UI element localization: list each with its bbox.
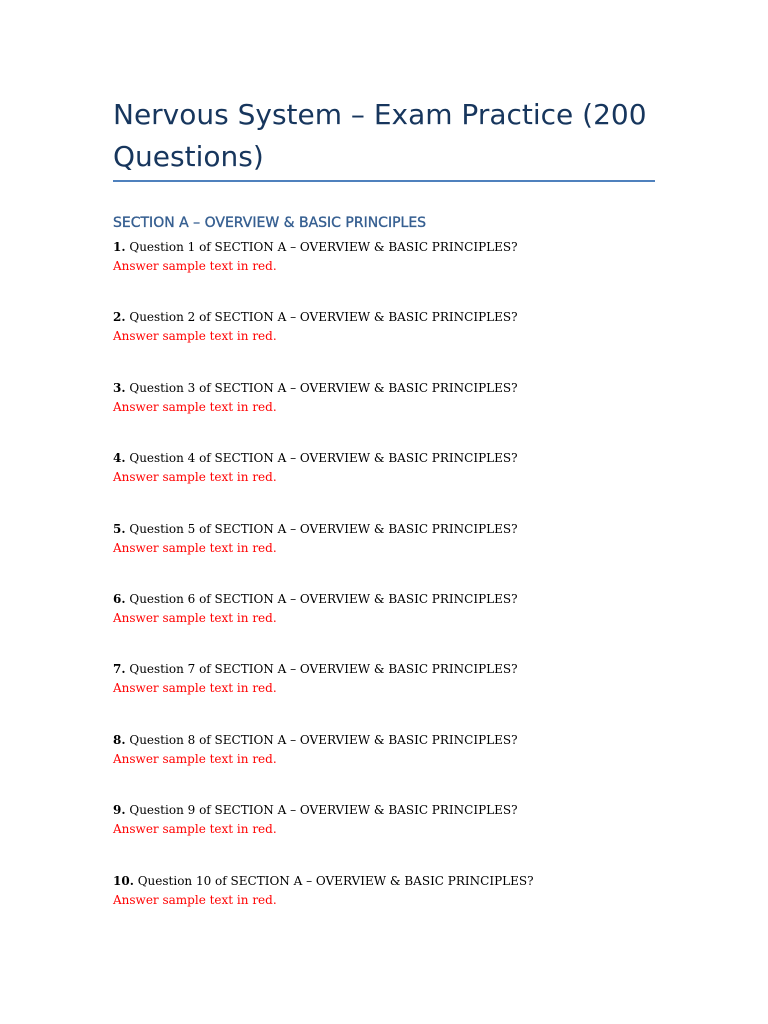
section-heading: SECTION A – OVERVIEW & BASIC PRINCIPLES — [113, 215, 427, 231]
question-text: Question 9 of SECTION A – OVERVIEW & BASIC PRINCIPLES? — [129, 803, 518, 818]
question-text: Question 6 of SECTION A – OVERVIEW & BASIC PRINCIPLES? — [129, 591, 518, 606]
question-number: 2. — [113, 310, 126, 325]
answer-text: Answer sample text in red. — [113, 540, 277, 555]
question-text: Question 5 of SECTION A – OVERVIEW & BASIC PRINCIPLES? — [129, 521, 518, 536]
answer-text: Answer sample text in red. — [113, 751, 277, 766]
answer-text: Answer sample text in red. — [113, 822, 277, 837]
question-line — [113, 449, 673, 468]
question-item — [113, 731, 673, 801]
question-number: 4. — [113, 451, 126, 466]
question-number: 5. — [113, 521, 126, 536]
question-number: 3. — [113, 380, 126, 395]
question-text: Question 10 of SECTION A – OVERVIEW & BASIC PRINCIPLES? — [137, 873, 534, 888]
answer-text: Answer sample text in red. — [113, 892, 277, 907]
question-line — [113, 801, 673, 820]
answer-text: Answer sample text in red. — [113, 681, 277, 696]
question-item — [113, 872, 673, 942]
question-item — [113, 660, 673, 730]
question-line — [113, 238, 673, 257]
question-text: Question 2 of SECTION A – OVERVIEW & BASIC PRINCIPLES? — [129, 310, 518, 325]
question-line — [113, 731, 673, 750]
question-text: Question 1 of SECTION A – OVERVIEW & BASIC PRINCIPLES? — [129, 240, 518, 254]
question-number: 1. — [113, 240, 126, 254]
answer-text: Answer sample text in red. — [113, 259, 277, 273]
answer-text: Answer sample text in red. — [113, 610, 277, 625]
question-item — [113, 520, 673, 590]
question-number: 6. — [113, 591, 126, 606]
question-number: 8. — [113, 732, 126, 747]
question-list — [113, 238, 673, 942]
document-title: Nervous System – Exam Practice (200 Questions) — [113, 98, 647, 173]
question-line — [113, 308, 673, 327]
question-number: 10. — [113, 873, 134, 888]
question-text: Question 4 of SECTION A – OVERVIEW & BASIC PRINCIPLES? — [129, 451, 518, 466]
question-item — [113, 308, 673, 378]
answer-text: Answer sample text in red. — [113, 470, 277, 485]
question-line — [113, 872, 673, 891]
question-text: Question 8 of SECTION A – OVERVIEW & BASIC PRINCIPLES? — [129, 732, 518, 747]
question-text: Question 7 of SECTION A – OVERVIEW & BASIC PRINCIPLES? — [129, 662, 518, 677]
answer-text: Answer sample text in red. — [113, 329, 277, 344]
question-item — [113, 590, 673, 660]
question-item — [113, 449, 673, 519]
question-item — [113, 379, 673, 449]
question-number: 7. — [113, 662, 126, 677]
title-underline-rule — [113, 180, 655, 182]
question-line — [113, 520, 673, 539]
question-line — [113, 660, 673, 679]
answer-text: Answer sample text in red. — [113, 399, 277, 414]
question-number: 9. — [113, 803, 126, 818]
question-line — [113, 590, 673, 609]
question-text: Question 3 of SECTION A – OVERVIEW & BASIC PRINCIPLES? — [129, 380, 518, 395]
question-line — [113, 379, 673, 398]
question-item — [113, 238, 673, 308]
question-item — [113, 801, 673, 871]
